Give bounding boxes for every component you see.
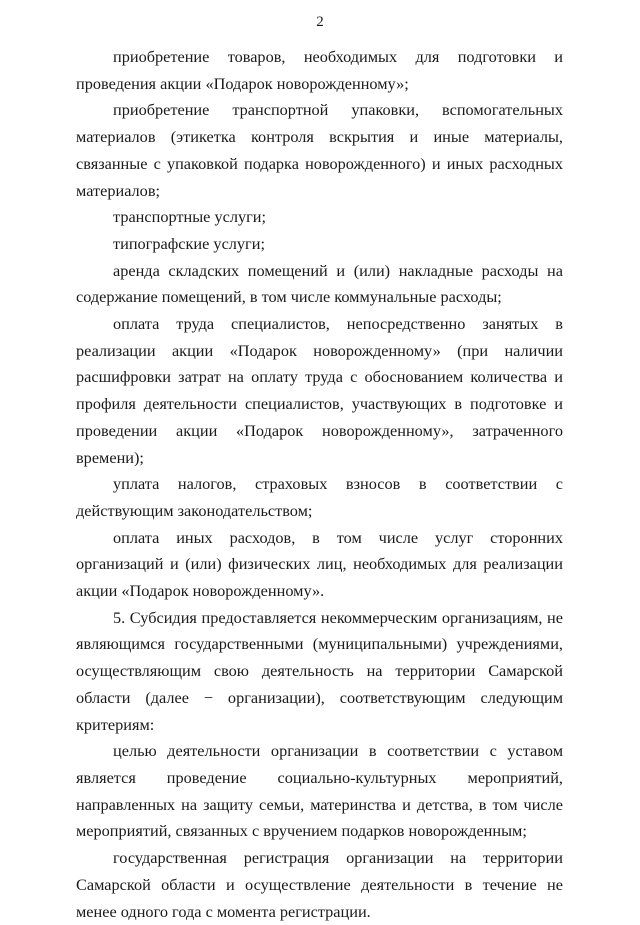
paragraph-other-expenses: оплата иных расходов, в том числе услуг сторонних организаций и (или) физических лиц, необходимых для реализации акции «Подарок новорожденному». [76,527,563,601]
paragraph-specialist-pay: оплата труда специалистов, непосредственно занятых в реализации акции «Подарок новорожденному» (при наличии расшифровки затрат на оплату труда с обоснованием количества и профиля деятельности специалистов, участвующих в подготовке и проведении акции «Подарок новорожденному», затраченного времени); [76,314,563,467]
paragraph-goods-purchase: приобретение товаров, необходимых для подготовки и проведения акции «Подарок новорожденному»; [76,47,563,93]
paragraph-criterion-registration: государственная регистрация организации на территории Самарской области и осуществление деятельности в течение не менее одного года с момента регистрации. [76,848,563,921]
paragraph-warehouse-rent: аренда складских помещений и (или) накладные расходы на содержание помещений, в том числе коммунальные расходы; [76,260,563,307]
paragraph-criterion-purpose: целью деятельности организации в соответствии с уставом является проведение социально-культурных мероприятий, направленных на защиту семьи, материнства и детства, в том числе мероприятий, связанных с вручением подарков новорожденным; [76,741,563,841]
document-body [76,44,563,925]
paragraph-transport-services: транспортные услуги; [113,207,267,227]
paragraph-packaging-purchase: приобретение транспортной упаковки, вспомогательных материалов (этикетка контроля вскрытия и иные материалы, связанные с упаковкой подарка новорожденного) и иных расходных материалов; [76,100,563,200]
paragraph-clause-5: 5. Субсидия предоставляется некоммерческим организациям, не являющимся государственными (муниципальными) учреждениями, осуществляющим свою деятельность на территории Самарской области (далее − организации), соответствующим следующим критериям: [76,607,563,734]
paragraph-printing-services: типографские услуги; [113,233,265,253]
paragraph-taxes: уплата налогов, страховых взносов в соответствии с действующим законодательством; [76,474,563,520]
page-number: 2 [316,14,324,30]
